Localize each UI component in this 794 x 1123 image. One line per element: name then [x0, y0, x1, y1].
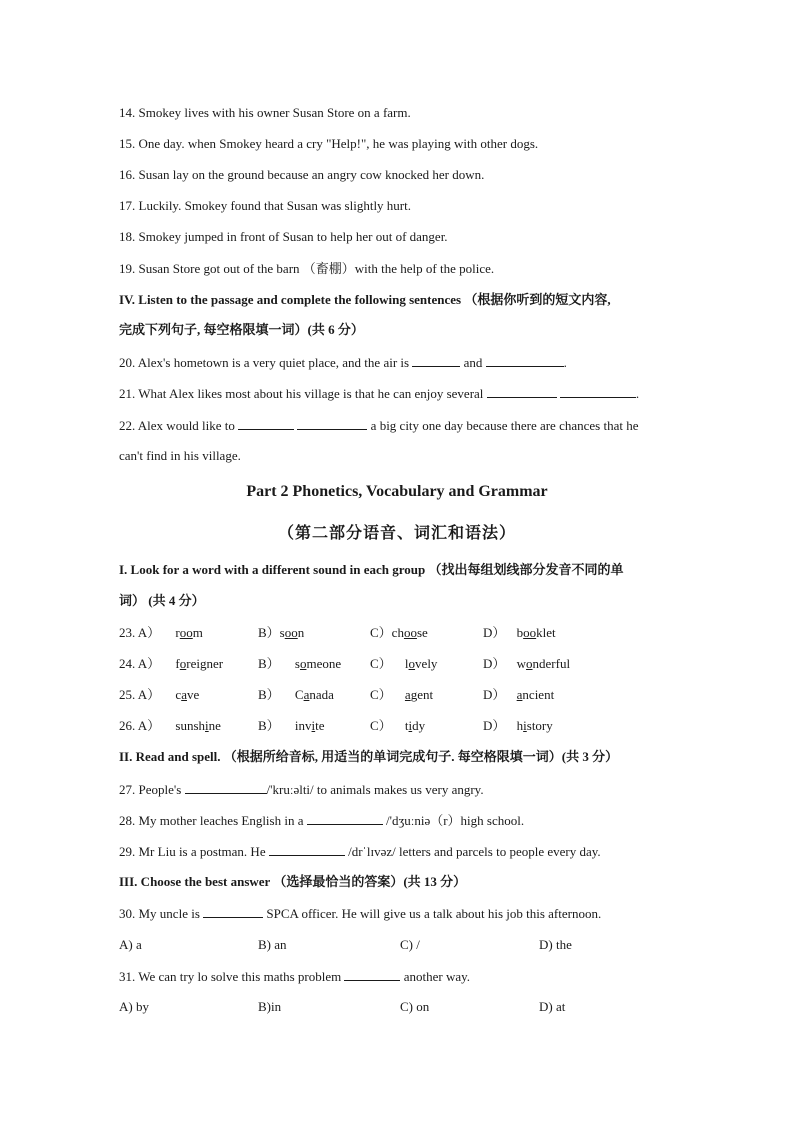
q25-b-word [295, 687, 334, 702]
q26-a-pre: sunsh [175, 718, 206, 733]
q21-blank-2[interactable] [560, 385, 636, 398]
question-21 [119, 385, 676, 402]
q26-d-label: D） [483, 718, 506, 733]
q24-option-a [119, 656, 223, 672]
question-30 [119, 905, 676, 922]
q26-a-word [175, 718, 221, 733]
q26-option-d [483, 718, 553, 734]
q20-period: . [563, 355, 567, 370]
q24-a-underlined: o [179, 656, 187, 671]
q26-c-post: dy [412, 718, 426, 733]
q25-option-b [258, 687, 334, 703]
q22-text-cont: a big city one day because there are chances that he [370, 418, 639, 433]
q24-b-label: B） [258, 656, 280, 671]
q24-c-post: vely [415, 656, 438, 671]
q23-b-label: B） [258, 625, 280, 640]
question-28 [119, 812, 676, 829]
q24-b-post: meone [306, 656, 342, 671]
q23-d-word [517, 625, 556, 640]
q25-b-underlined: a [303, 687, 310, 702]
q21-blank-1[interactable] [487, 385, 557, 398]
q20-text: 20. Alex's hometown is a very quiet place, and the air is [119, 355, 410, 370]
q27-text-cont: /'kruːəlti/ to animals makes us very angry. [266, 782, 484, 797]
q24-option-c [370, 656, 437, 672]
q23-b-post: n [297, 625, 305, 640]
q30-option-b[interactable]: B) an [258, 937, 287, 952]
q25-option-a [119, 687, 199, 703]
q26-option-b [258, 718, 325, 734]
q24-option-b [258, 656, 341, 672]
q22-text: 22. Alex would like to [119, 418, 235, 433]
q26-option-a [119, 718, 221, 734]
q24-d-underlined: o [526, 656, 533, 671]
question-17: 17. Luckily. Smokey found that Susan was slightly hurt. [119, 198, 411, 213]
q26-c-word [405, 718, 425, 733]
part2-title: Part 2 Phonetics, Vocabulary and Grammar [246, 483, 548, 500]
q24-label: 24. A） [119, 656, 161, 671]
q24-option-d [483, 656, 570, 672]
q26-c-pre: t [404, 718, 409, 733]
q23-c-label: C） [370, 625, 392, 640]
q25-d-underlined: a [516, 687, 523, 702]
q23-c-post: se [416, 625, 428, 640]
question-14: 14. Smokey lives with his owner Susan Store on a farm. [119, 105, 411, 120]
q24-a-post: reigner [186, 656, 224, 671]
q25-a-underlined: a [181, 687, 187, 702]
q25-c-underlined: a [404, 687, 411, 702]
q25-c-label: C） [370, 687, 392, 702]
section-ii-heading: II. Read and spell. （根据所给音标, 用适当的单词完成句子. 每空格限填一词）(共 3 分） [119, 749, 619, 764]
q31-blank[interactable] [344, 968, 400, 981]
q24-a-word [175, 656, 223, 671]
q25-label: 25. A） [119, 687, 161, 702]
q26-b-label: B） [258, 718, 280, 733]
q23-a-word [175, 625, 202, 640]
q30-text: 30. My uncle is [119, 906, 200, 921]
q23-d-label: D） [483, 625, 506, 640]
question-22 [119, 417, 676, 434]
q23-d-post: klet [536, 625, 556, 640]
q28-text: 28. My mother leaches English in a [119, 813, 304, 828]
q23-c-pre: ch [391, 625, 404, 640]
q25-option-d [483, 687, 554, 703]
q25-a-pre: c [175, 687, 182, 702]
question-29 [119, 843, 676, 860]
q29-blank[interactable] [269, 843, 345, 856]
section-iv-heading: IV. Listen to the passage and complete the following sentences （根据你听到的短文内容, [119, 292, 611, 307]
q26-a-underlined: i [205, 718, 209, 733]
part2-subtitle: （第二部分语音、词汇和语法） [277, 525, 516, 542]
q26-a-post: ne [208, 718, 221, 733]
q26-b-pre: inv [294, 718, 312, 733]
q23-a-underlined: oo [179, 625, 193, 640]
q23-label: 23. A） [119, 625, 161, 640]
question-31 [119, 968, 676, 985]
q24-d-word [517, 656, 570, 671]
q29-text-cont: /drˈlɪvəz/ letters and parcels to people every day. [348, 844, 601, 859]
q31-option-b[interactable]: B)in [258, 999, 282, 1014]
q25-a-post: ve [186, 687, 200, 702]
q31-text-cont: another way. [403, 969, 471, 984]
q26-d-pre: h [516, 718, 524, 733]
q24-b-pre: s [294, 656, 300, 671]
q20-blank-1[interactable] [412, 354, 460, 367]
q25-a-word [175, 687, 199, 702]
q26-b-post: te [315, 718, 325, 733]
q23-option-a [119, 625, 203, 641]
q24-c-underlined: o [408, 656, 416, 671]
q28-blank[interactable] [307, 812, 383, 825]
q21-text: 21. What Alex likes most about his village is that he can enjoy several [119, 386, 484, 401]
q26-option-c [370, 718, 425, 734]
q25-c-post: gent [410, 687, 434, 702]
q26-d-word [517, 718, 553, 733]
q26-d-post: story [526, 718, 553, 733]
q25-d-label: D） [483, 687, 506, 702]
q25-d-word [517, 687, 555, 702]
question-15: 15. One day. when Smokey heard a cry "Help!", he was playing with other dogs. [119, 136, 539, 151]
q25-b-label: B） [258, 687, 280, 702]
q31-option-a[interactable]: A) by [119, 999, 149, 1014]
q25-c-word [405, 687, 433, 702]
q25-option-c [370, 687, 433, 703]
q25-b-pre: C [294, 687, 304, 702]
q31-text: 31. We can try lo solve this maths problem [119, 969, 342, 984]
q24-d-label: D） [483, 656, 506, 671]
question-16: 16. Susan lay on the ground because an angry cow knocked her down. [119, 167, 485, 182]
question-20 [119, 354, 676, 371]
q23-a-post: m [192, 625, 203, 640]
q23-option-d [483, 625, 556, 641]
q24-c-pre: l [404, 656, 409, 671]
q31-option-c[interactable]: C) on [400, 999, 430, 1014]
section-iii-heading: III. Choose the best answer （选择最恰当的答案）(共 13 分） [119, 874, 467, 889]
question-18: 18. Smokey jumped in front of Susan to help her out of danger. [119, 229, 448, 244]
q26-label: 26. A） [119, 718, 161, 733]
q24-c-label: C） [370, 656, 392, 671]
q24-c-word [405, 656, 438, 671]
q22-blank-1[interactable] [238, 417, 294, 430]
q30-option-a[interactable]: A) a [119, 937, 142, 952]
section-i-heading: I. Look for a word with a different sound in each group （找出每组划线部分发音不同的单 [119, 562, 624, 577]
q23-option-b [258, 625, 304, 641]
q23-d-pre: b [516, 625, 524, 640]
q23-c-underlined: oo [403, 625, 417, 640]
q26-b-underlined: i [311, 718, 316, 733]
q29-text: 29. Mr Liu is a postman. He [119, 844, 266, 859]
q24-d-pre: w [516, 656, 527, 671]
q26-d-underlined: i [523, 718, 527, 733]
q25-b-post: nada [309, 687, 334, 702]
q24-b-underlined: o [299, 656, 307, 671]
q22-blank-2[interactable] [297, 417, 367, 430]
q28-text-cont: /'dʒuːniə（r）high school. [386, 813, 525, 828]
section-i-heading-cont: 词） (共 4 分） [119, 593, 205, 608]
q27-blank[interactable] [185, 781, 267, 794]
q23-b-pre: s [279, 625, 285, 640]
q23-a-pre: r [175, 625, 180, 640]
q21-period: . [635, 386, 640, 401]
q30-text-cont: SPCA officer. He will give us a talk about his job this afternoon. [266, 906, 602, 921]
q26-b-word [295, 718, 325, 733]
q23-option-c [370, 625, 428, 641]
q23-d-underlined: oo [523, 625, 537, 640]
q20-blank-2[interactable] [486, 354, 564, 367]
q20-and: and [463, 355, 483, 370]
q30-blank[interactable] [203, 905, 263, 918]
q23-b-underlined: oo [284, 625, 298, 640]
question-22-line2: can't find in his village. [119, 448, 241, 463]
q30-option-c[interactable]: C) / [400, 937, 420, 952]
q24-b-word [295, 656, 341, 671]
question-19: 19. Susan Store got out of the barn （畜棚）with the help of the police. [119, 261, 495, 276]
q24-a-pre: f [175, 656, 180, 671]
section-iv-heading-cont: 完成下列句子, 每空格限填一词）(共 6 分） [119, 322, 364, 337]
q27-text: 27. People's [119, 782, 182, 797]
q26-c-underlined: i [408, 718, 413, 733]
q25-d-post: ncient [522, 687, 555, 702]
q24-d-post: nderful [532, 656, 571, 671]
question-27 [119, 781, 676, 798]
q26-c-label: C） [370, 718, 392, 733]
q30-option-d[interactable]: D) the [539, 937, 572, 952]
q31-option-d[interactable]: D) at [539, 999, 566, 1014]
